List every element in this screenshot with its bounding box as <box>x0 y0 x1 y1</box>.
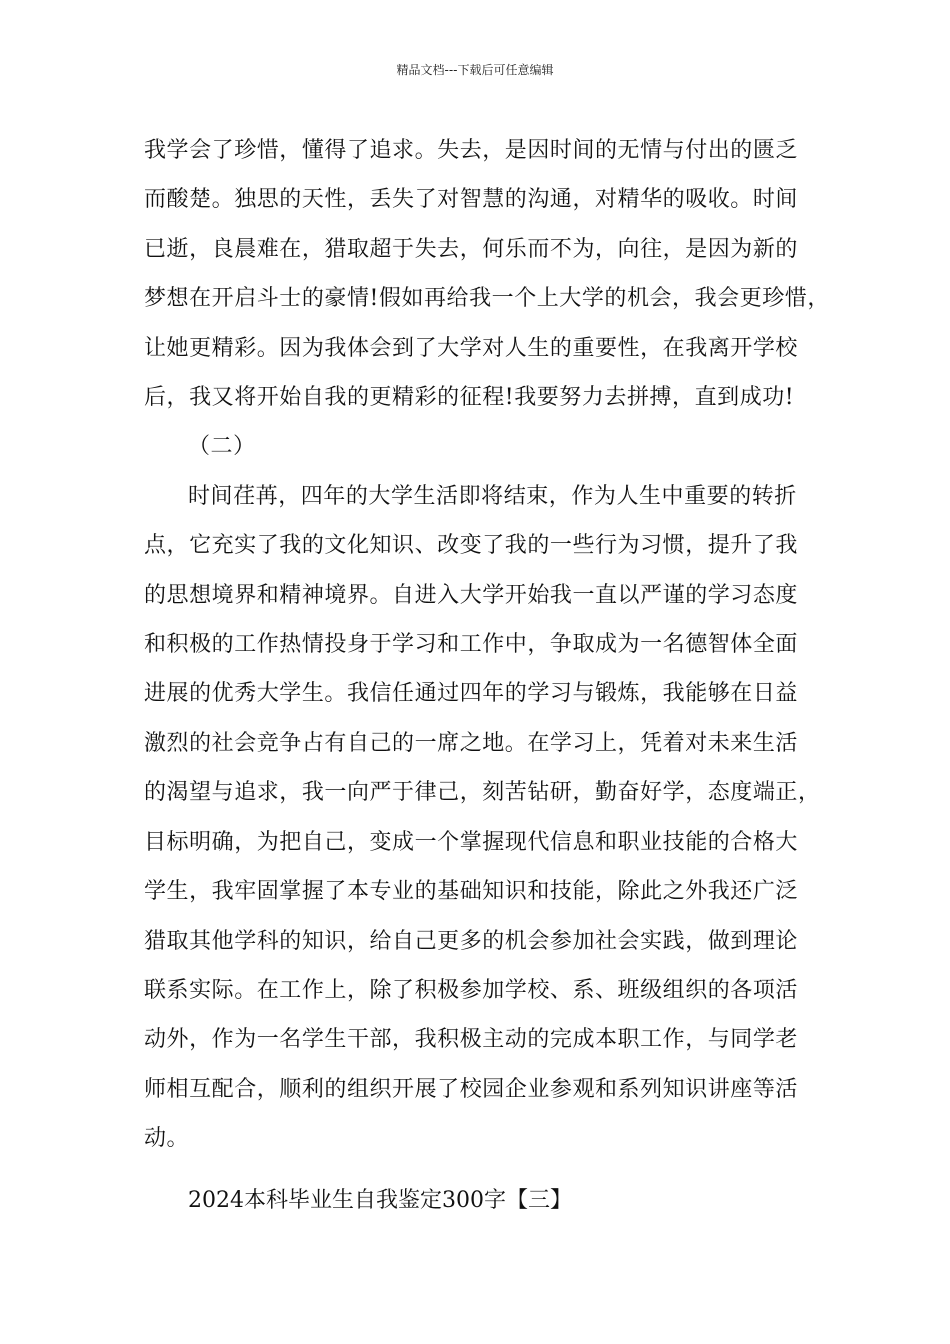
paragraph-line: 时间荏苒，四年的大学生活即将结束，作为人生中重要的转折 <box>188 483 797 509</box>
paragraph-line: 动。 <box>144 1126 190 1152</box>
paragraph-line: 点，它充实了我的文化知识、改变了我的一些行为习惯，提升了我 <box>144 533 798 559</box>
paragraph-line: 已逝，良晨难在，猎取超于失去，何乐而不为，向往，是因为新的 <box>144 236 798 262</box>
paragraph-line: 目标明确，为把自己，变成一个掌握现代信息和职业技能的合格大 <box>144 829 798 855</box>
paragraph-line: 进展的优秀大学生。我信任通过四年的学习与锻炼，我能够在日益 <box>144 681 798 707</box>
section-marker: （二） <box>188 434 256 460</box>
document-body <box>144 126 830 1225</box>
paragraph-line: 激烈的社会竞争占有自己的一席之地。在学习上，凭着对未来生活 <box>144 730 798 756</box>
paragraph-line: 联系实际。在工作上，除了积极参加学校、系、班级组织的各项活 <box>144 977 798 1003</box>
paragraph-line: 的渴望与追求，我一向严于律己，刻苦钻研，勤奋好学，态度端正， <box>144 780 821 806</box>
paragraph-line: 和积极的工作热情投身于学习和工作中，争取成为一名德智体全面 <box>144 632 798 658</box>
paragraph-line: 而酸楚。独思的天性，丢失了对智慧的沟通，对精华的吸收。时间 <box>144 187 798 213</box>
paragraph-line: 动外，作为一名学生干部，我积极主动的完成本职工作，与同学老 <box>144 1027 798 1053</box>
paragraph-line: 学生，我牢固掌握了本专业的基础知识和技能，除此之外我还广泛 <box>144 879 798 905</box>
section-heading: 2024本科毕业生自我鉴定300字【三】 <box>188 1187 572 1213</box>
paragraph-1 <box>144 126 830 422</box>
paragraph-line: 我学会了珍惜，懂得了追求。失去，是因时间的无情与付出的匮乏 <box>144 138 798 163</box>
paragraph-line: 师相互配合，顺利的组织开展了校园企业参观和系列知识讲座等活 <box>144 1076 798 1102</box>
page-header: 精品文档---下载后可任意编辑 <box>396 63 554 77</box>
paragraph-line: 猎取其他学科的知识，给自己更多的机会参加社会实践，做到理论 <box>144 928 798 954</box>
paragraph-line: 梦想在开启斗士的豪情!假如再给我一个上大学的机会，我会更珍惜， <box>144 286 830 312</box>
paragraph-line: 后，我又将开始自我的更精彩的征程!我要努力去拼搏，直到成功! <box>144 385 795 411</box>
paragraph-2 <box>144 472 821 1164</box>
paragraph-line: 让她更精彩。因为我体会到了大学对人生的重要性，在我离开学校 <box>144 335 798 361</box>
paragraph-line: 的思想境界和精神境界。自进入大学开始我一直以严谨的学习态度 <box>144 582 798 608</box>
